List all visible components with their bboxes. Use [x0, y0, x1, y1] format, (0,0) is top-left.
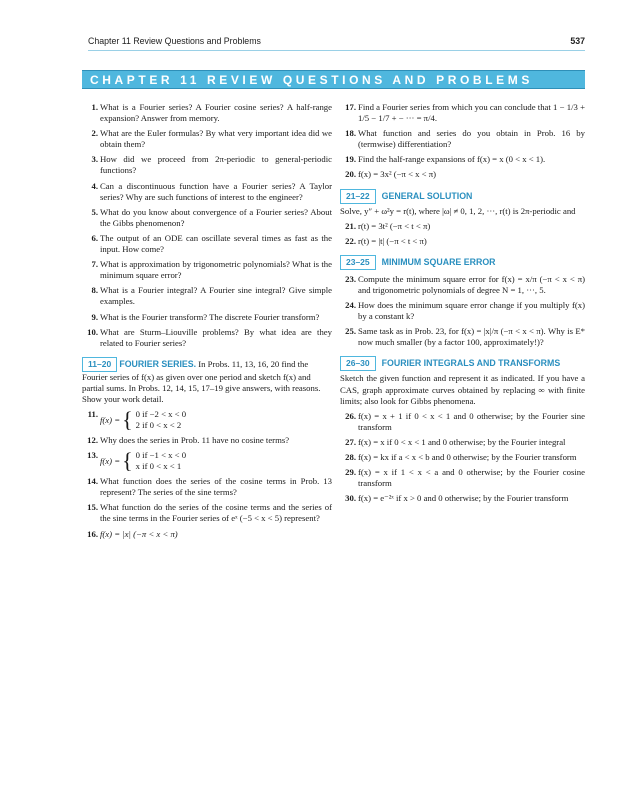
- question-2: 2. What are the Euler formulas? By what very important idea did we obtain them?: [91, 128, 332, 150]
- problem-12: 12. Why does the series in Prob. 11 have no cosine terms?: [87, 435, 290, 446]
- section-title: GENERAL SOLUTION: [381, 190, 473, 201]
- problem-19: 19. Find the half-range expansions of f(x) = x (0 < x < 1).: [345, 154, 546, 165]
- section-title: FOURIER INTEGRALS AND TRANSFORMS: [381, 358, 561, 369]
- header-rule: [88, 50, 585, 51]
- left-brace-icon: {: [122, 448, 133, 474]
- left-brace-icon: {: [122, 407, 133, 433]
- problem-14: 14. What function does the series of the cosine terms in Prob. 13 represent? The series of the sine terms?: [87, 476, 332, 498]
- section-range-badge: 21–22: [340, 189, 376, 204]
- section-title: FOURIER SERIES.: [119, 358, 197, 369]
- section-title: MINIMUM SQUARE ERROR: [381, 256, 496, 267]
- chapter-label: Chapter 11 Review Questions and Problems: [88, 36, 261, 46]
- question-9: 9. What is the Fourier transform? The discrete Fourier transform?: [91, 311, 320, 322]
- problem-23: 23. Compute the minimum square error for f(x) = x/π (−π < x < π) and trigonometric polynomials of degree N = 1, ···, 5.: [345, 273, 585, 295]
- problem-18: 18. What function and series do you obtain in Prob. 16 by (termwise) differentiation?: [345, 128, 585, 150]
- section-instructions: Sketch the given function and represent it as indicated. If you have a CAS, graph approximate curves obtained by replacing ∞ with finite limits; also look for Gibbs phenomena.: [340, 373, 585, 406]
- banner-title: CHAPTER 11 REVIEW QUESTIONS AND PROBLEMS: [90, 73, 533, 87]
- problem-30: 30. f(x) = e⁻²ˣ if x > 0 and 0 otherwise; by the Fourier transform: [345, 493, 569, 504]
- problem-24: 24. How does the minimum square error change if you multiply f(x) by a constant k?: [345, 300, 585, 322]
- left-column: [82, 102, 332, 544]
- chapter-banner: [82, 70, 585, 89]
- section-instructions: Solve, y″ + ω²y = r(t), where |ω| ≠ 0, 1, 2, ···, r(t) is 2π-periodic and: [340, 205, 576, 216]
- question-3: 3. How did we proceed from 2π-periodic to general-periodic functions?: [91, 154, 332, 176]
- section-general-solution: [340, 189, 585, 217]
- section-minimum-square-error: [340, 255, 585, 270]
- problem-22: 22. r(t) = |t| (−π < t < π): [345, 235, 427, 246]
- problem-11: 11. f(x) = { 0 if −2 < x < 0 2 if 0 < x < 2: [87, 407, 187, 433]
- question-4: 4. Can a discontinuous function have a Fourier series? A Taylor series? Why are such functions of interest to the engineer?: [91, 180, 332, 202]
- problem-26: 26. f(x) = x + 1 if 0 < x < 1 and 0 otherwise; by the Fourier sine transform: [345, 410, 585, 432]
- right-column: [340, 102, 585, 508]
- section-range-badge: 26–30: [340, 356, 376, 371]
- section-fourier-series: [82, 357, 332, 405]
- problem-13: 13. f(x) = { 0 if −1 < x < 0 x if 0 < x < 1: [87, 448, 187, 474]
- problem-27: 27. f(x) = x if 0 < x < 1 and 0 otherwise; by the Fourier integral: [345, 436, 566, 447]
- problem-25: 25. Same task as in Prob. 23, for f(x) = |x|/π (−π < x < π). Why is E* now much smaller (by a factor 100, approximately!)?: [345, 326, 585, 348]
- problem-15: 15. What function do the series of the cosine terms and the series of the sine terms in the Fourier series of eˣ (−5 < x < 5) represent?: [87, 502, 332, 524]
- question-5: 5. What do you know about convergence of a Fourier series? About the Gibbs phenomenon?: [91, 206, 332, 228]
- question-7: 7. What is approximation by trigonometric polynomials? What is the minimum square error?: [91, 259, 332, 281]
- problem-21: 21. r(t) = 3t² (−π < t < π): [345, 220, 431, 231]
- question-1: 1. What is a Fourier series? A Fourier cosine series? A half-range expansion? Answer from memory.: [91, 102, 332, 124]
- question-8: 8. What is a Fourier integral? A Fourier sine integral? Give simple examples.: [91, 285, 332, 307]
- question-6: 6. The output of an ODE can oscillate several times as fast as the input. How come?: [91, 232, 332, 255]
- question-10: 10. What are Sturm–Liouville problems? By what idea are they related to Fourier series?: [87, 326, 332, 348]
- problem-16: 16. f(x) = |x| (−π < x < π): [87, 528, 178, 539]
- problem-28: 28. f(x) = kx if a < x < b and 0 otherwise; by the Fourier transform: [345, 451, 577, 462]
- problem-20: 20. f(x) = 3x² (−π < x < π): [345, 169, 437, 180]
- running-header: [88, 36, 585, 46]
- problem-17: 17. Find a Fourier series from which you can conclude that 1 − 1/3 + 1/5 − 1/7 + − ··· = π/4.: [345, 102, 585, 124]
- section-fourier-integrals: [340, 356, 585, 406]
- section-instructions: In Probs. 11, 13, 16, 20 find the Fourier series of f(x) as given over one period and sketch f(x) and partial sums. In Probs. 12, 14, 15, 17–19 give answers, with reasons. Show your work detail.: [82, 358, 321, 404]
- section-range-badge: 11–20: [82, 357, 117, 372]
- problem-29: 29. f(x) = x if 1 < x < a and 0 otherwise; by the Fourier cosine transform: [345, 467, 585, 489]
- page-number: 537: [570, 36, 585, 46]
- section-range-badge: 23–25: [340, 255, 376, 270]
